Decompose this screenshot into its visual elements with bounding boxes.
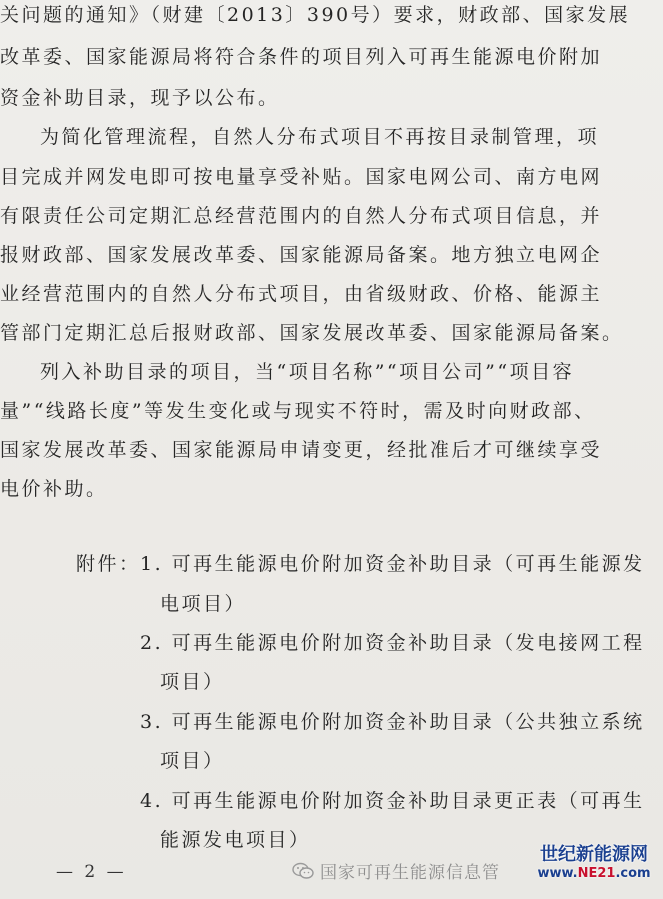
source-watermark xyxy=(292,858,500,883)
paragraph-3-line-1: 列入补助目录的项目，当“项目名称”“项目公司”“项目容 xyxy=(40,361,575,383)
paragraph-2-line-5: 业经营范围内的自然人分布式项目，由省级财政、价格、能源主 xyxy=(0,283,603,305)
page-number: — 2 — xyxy=(56,862,127,882)
wechat-icon xyxy=(292,862,314,880)
paragraph-3-line-3: 国家发展改革委、国家能源局申请变更，经批准后才可继续享受 xyxy=(0,439,603,461)
paragraph-2-line-2: 目完成并网发电即可按电量享受补贴。国家电网公司、南方电网 xyxy=(0,166,603,188)
attachment-2-line-1: 2. 可再生能源电价附加资金补助目录（发电接网工程 xyxy=(140,632,645,654)
attachment-1-line-2: 电项目） xyxy=(160,593,247,615)
attachment-3-line-2: 项目） xyxy=(160,750,225,772)
paragraph-3-line-4: 电价补助。 xyxy=(0,478,108,500)
attachments-label: 附件： xyxy=(76,553,141,575)
brand-url-prefix: www. xyxy=(537,866,578,881)
paragraph-3-line-2: 量”“线路长度”等发生变化或与现实不符时，需及时向财政部、 xyxy=(0,400,596,422)
attachment-3-line-1: 3. 可再生能源电价附加资金补助目录（公共独立系统 xyxy=(140,711,645,733)
attachment-4-line-2: 能源发电项目） xyxy=(160,829,311,851)
paragraph-2-line-3: 有限责任公司定期汇总经营范围内的自然人分布式项目信息，并 xyxy=(0,205,603,227)
attachment-4-line-1: 4. 可再生能源电价附加资金补助目录更正表（可再生 xyxy=(140,790,645,812)
brand-url-suffix: .com xyxy=(615,866,651,881)
paragraph-1-line-1: 关问题的通知》（财建〔2013〕390号）要求，财政部、国家发展 xyxy=(0,4,631,26)
attachment-1-line-1: 1. 可再生能源电价附加资金补助目录（可再生能源发 xyxy=(140,553,645,575)
paragraph-1-line-3: 资金补助目录，现予以公布。 xyxy=(0,87,280,109)
brand-name: 世纪新能源网 xyxy=(540,844,648,865)
paragraph-2-line-4: 报财政部、国家发展改革委、国家能源局备案。地方独立电网企 xyxy=(0,244,603,266)
paragraph-2-line-6: 管部门定期汇总后报财政部、国家发展改革委、国家能源局备案。 xyxy=(0,322,624,344)
attachment-2-line-2: 项目） xyxy=(160,671,225,693)
paragraph-1-line-2: 改革委、国家能源局将符合条件的项目列入可再生能源电价附加 xyxy=(0,46,603,68)
paragraph-2-line-1: 为简化管理流程，自然人分布式项目不再按目录制管理，项 xyxy=(40,126,600,148)
brand-watermark xyxy=(533,846,655,880)
brand-url xyxy=(533,867,655,880)
watermark-text: 国家可再生能源信息管 xyxy=(320,863,500,883)
brand-url-accent: NE21 xyxy=(577,866,616,881)
